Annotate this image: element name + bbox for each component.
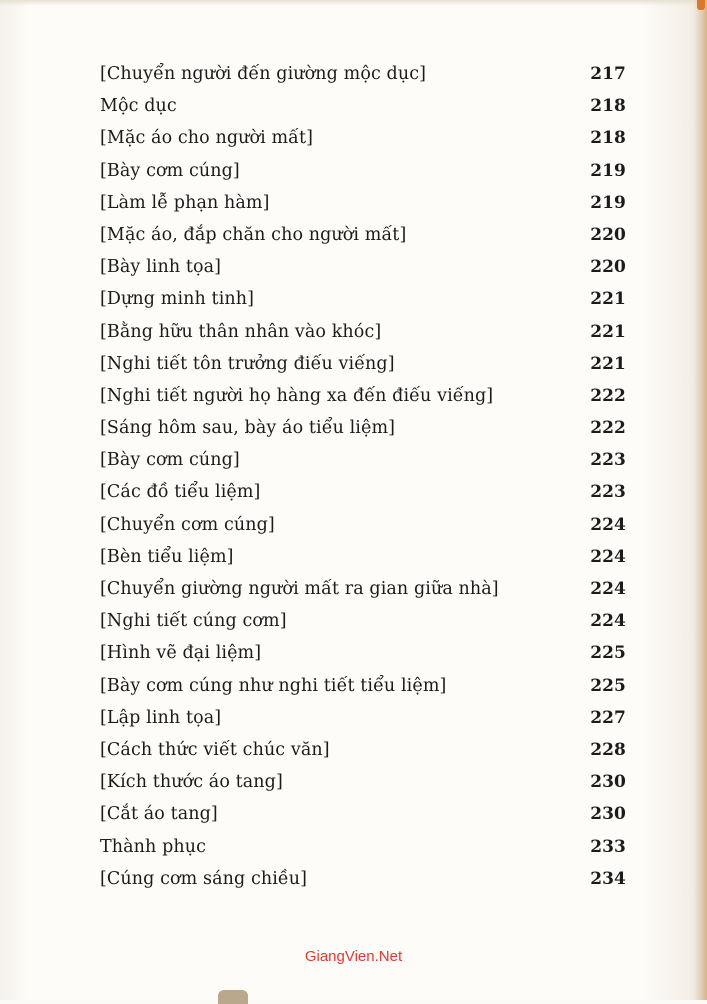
toc-entry-page: 224 — [590, 514, 626, 535]
toc-entry — [100, 58, 630, 90]
page-right-edge — [693, 0, 707, 1000]
toc-entry-title: [Nghi tiết cúng cơm] — [100, 611, 287, 632]
toc-entry-page: 223 — [590, 482, 626, 503]
corner-bookmark — [697, 0, 705, 10]
toc-entry — [100, 831, 630, 863]
toc-entry-title: [Kích thước áo tang] — [100, 772, 283, 793]
toc-entry-page: 234 — [590, 868, 626, 889]
toc-entry-title: [Lập linh tọa] — [100, 707, 222, 728]
toc-entry-title: [Bằng hữu thân nhân vào khóc] — [100, 321, 382, 342]
toc-entry — [100, 670, 630, 702]
toc-entry-title: [Chuyển người đến giường mộc dục] — [100, 64, 427, 84]
toc-entry-title: [Mặc áo cho người mất] — [100, 128, 314, 149]
toc-entry-page: 219 — [590, 160, 626, 181]
toc-entry — [100, 412, 630, 444]
toc-entry — [100, 734, 630, 766]
toc-entry-title: [Hình vẽ đại liệm] — [100, 643, 262, 664]
toc-entry-page: 218 — [590, 128, 626, 149]
toc-entry-title: Thành phục — [100, 836, 207, 857]
toc-entry — [100, 283, 630, 315]
toc-entry — [100, 573, 630, 605]
toc-entry-page: 222 — [590, 418, 626, 439]
toc-entry — [100, 541, 630, 573]
toc-entry-page: 230 — [590, 772, 626, 793]
toc-entry-page: 219 — [590, 192, 626, 213]
toc-entry-title: [Bày cơm cúng] — [100, 160, 240, 181]
toc-entry — [100, 798, 630, 830]
toc-entry — [100, 122, 630, 154]
toc-entry-page: 224 — [590, 579, 626, 599]
toc-entry-page: 228 — [590, 739, 626, 760]
toc-entry-page: 220 — [590, 257, 626, 278]
toc-entry-title: [Mặc áo, đắp chăn cho người mất] — [100, 224, 407, 245]
toc-entry-title: [Dựng minh tinh] — [100, 289, 255, 310]
toc-entry-page: 225 — [590, 643, 626, 664]
toc-entry-title: Mộc dục — [100, 96, 177, 117]
toc-entry-page: 233 — [590, 836, 626, 857]
toc-entry-title: [Bèn tiểu liệm] — [100, 546, 234, 567]
toc-entry-page: 221 — [590, 289, 626, 310]
toc-entry — [100, 219, 630, 251]
toc-entry — [100, 90, 630, 122]
toc-entry-page: 224 — [590, 546, 626, 567]
toc-entry-page: 217 — [590, 64, 626, 84]
toc-entry-title: [Chuyển cơm cúng] — [100, 514, 275, 535]
toc-entry — [100, 637, 630, 669]
toc-entry — [100, 476, 630, 508]
toc-entry-title: [Cắt áo tang] — [100, 804, 218, 825]
toc-entry — [100, 155, 630, 187]
toc-entry-page: 218 — [590, 96, 626, 117]
toc-entry — [100, 605, 630, 637]
toc-entry-title: [Bày cơm cúng như nghi tiết tiểu liệm] — [100, 675, 447, 696]
toc-entry-title: [Nghi tiết người họ hàng xa đến điếu viếng] — [100, 385, 494, 406]
toc-entry — [100, 444, 630, 476]
toc-entry-page: 225 — [590, 675, 626, 696]
toc-entry — [100, 380, 630, 412]
toc-entry — [100, 509, 630, 541]
toc-entry-title: [Cách thức viết chúc văn] — [100, 739, 330, 760]
toc-entry-title: [Nghi tiết tôn trưởng điếu viếng] — [100, 353, 395, 374]
toc-entry — [100, 766, 630, 798]
toc-entry — [100, 316, 630, 348]
bottom-page-tab — [218, 990, 248, 1004]
toc-entry-title: [Làm lễ phạn hàm] — [100, 192, 270, 213]
toc-entry — [100, 863, 630, 895]
toc-entry-page: 227 — [590, 707, 626, 728]
toc-entry-page: 221 — [590, 353, 626, 374]
toc-entry-page: 220 — [590, 224, 626, 245]
toc-entry-page: 221 — [590, 321, 626, 342]
toc-entry-title: [Bày linh tọa] — [100, 257, 222, 278]
table-of-contents — [100, 58, 630, 895]
toc-entry-page: 224 — [590, 611, 626, 632]
toc-entry-title: [Bày cơm cúng] — [100, 450, 240, 471]
toc-entry-page: 222 — [590, 385, 626, 406]
toc-entry — [100, 702, 630, 734]
page-top-shadow — [0, 0, 707, 6]
toc-entry-title: [Cúng cơm sáng chiều] — [100, 868, 308, 889]
toc-entry-title: [Sáng hôm sau, bày áo tiểu liệm] — [100, 418, 396, 439]
watermark-text: GiangVien.Net — [304, 948, 403, 965]
toc-entry — [100, 187, 630, 219]
toc-entry-page: 230 — [590, 804, 626, 825]
toc-entry-title: [Chuyển giường người mất ra gian giữa nhà] — [100, 579, 499, 599]
toc-entry-page: 223 — [590, 450, 626, 471]
toc-entry — [100, 348, 630, 380]
toc-entry — [100, 251, 630, 283]
toc-entry-title: [Các đồ tiểu liệm] — [100, 482, 261, 503]
